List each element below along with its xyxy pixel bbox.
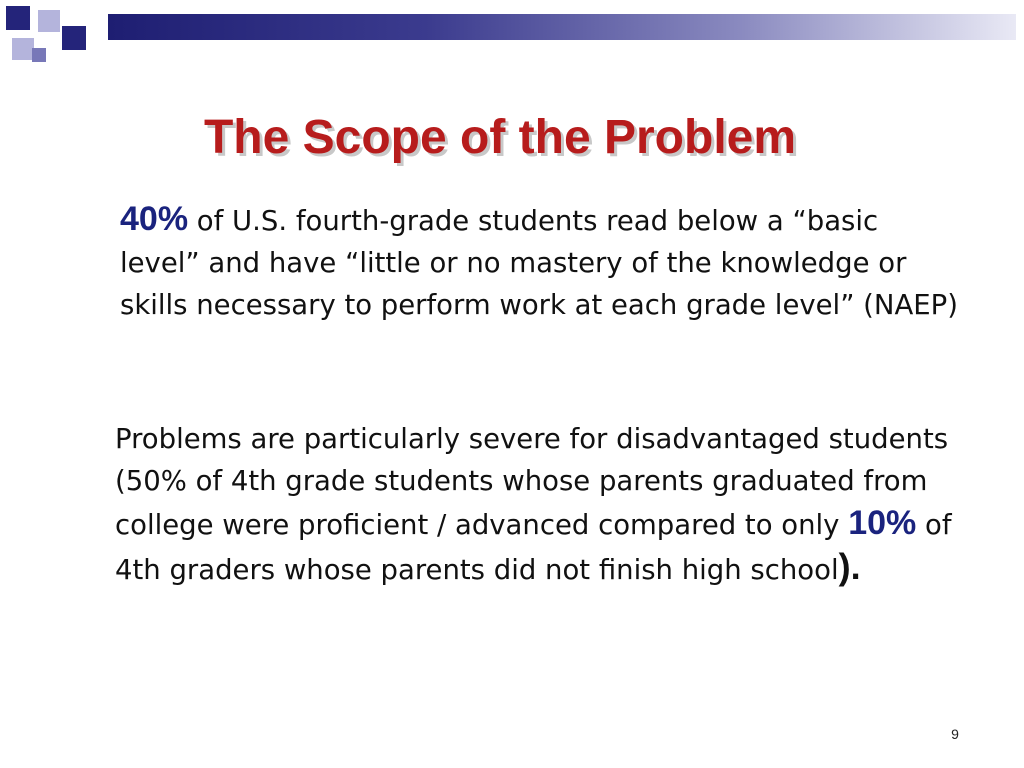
point-2-closing: ). [838, 546, 861, 587]
slide-title: The Scope of the Problem [203, 111, 797, 164]
point-1-stat: 40% [120, 200, 189, 238]
point-2-paragraph [115, 418, 995, 591]
decor-square-light-left [12, 38, 34, 60]
decor-square-navy-mid [62, 26, 86, 50]
point-1-paragraph [120, 198, 960, 326]
decor-square-mid [32, 48, 46, 62]
decor-square-navy-top [6, 6, 30, 30]
decor-square-light-top [38, 10, 60, 32]
point-1-text: of U.S. fourth-grade students read below a “basic level” and have “little or no mastery of the knowledge or skills necessary to perform work at each grade level” (NAEP) [120, 205, 958, 321]
point-2-text-before: Problems are particularly severe for disadvantaged students (50% of 4th grade students whose parents graduated from college were proficient / advanced compared to only [115, 423, 949, 541]
page-number: 9 [951, 726, 959, 742]
point-2-stat: 10% [848, 504, 917, 542]
header-gradient-bar [108, 14, 1016, 40]
point-2-text-after: of 4th graders whose parents did not finish high school [115, 509, 952, 586]
